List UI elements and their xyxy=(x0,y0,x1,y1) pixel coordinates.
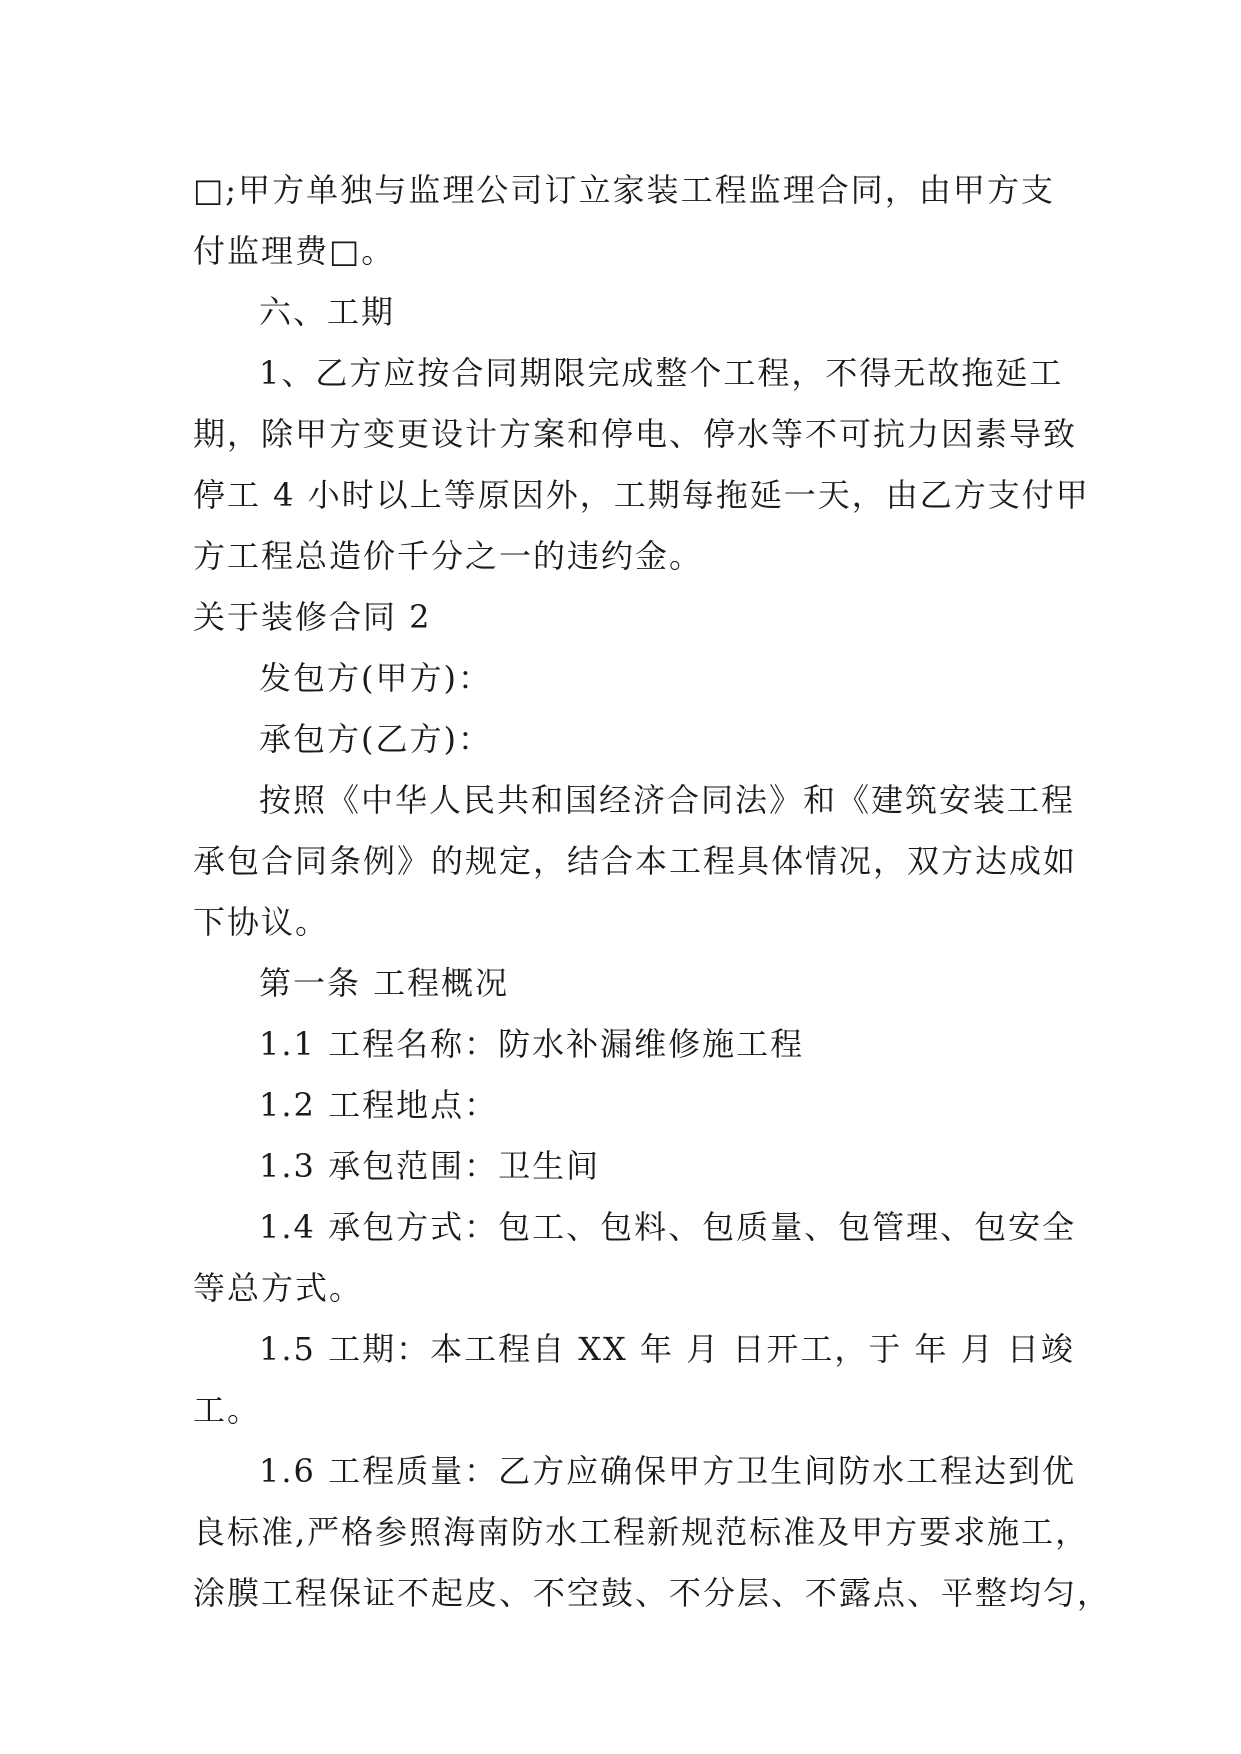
text-line: 承包方(乙方)： xyxy=(259,720,492,758)
text-line: 等总方式。 xyxy=(193,1269,364,1307)
text-line: 六、工期 xyxy=(259,293,396,331)
text-line: 发包方(甲方)： xyxy=(259,659,492,697)
text-line: 涂膜工程保证不起皮、不空鼓、不分层、不露点、平整均匀， xyxy=(193,1574,1112,1612)
text-line: 承包合同条例》的规定，结合本工程具体情况，双方达成如 xyxy=(193,842,1078,880)
text-line: 1.5 工期：本工程自 XX 年 月 日开工，于 年 月 日竣 xyxy=(259,1330,1075,1368)
text-line: 1.1 工程名称：防水补漏维修施工程 xyxy=(259,1025,805,1063)
text-line: □;甲方单独与监理公司订立家装工程监理合同，由甲方支 xyxy=(193,171,1055,209)
text-line: 关于装修合同 2 xyxy=(193,598,432,636)
document-page xyxy=(193,160,1112,1624)
text-line: 1.2 工程地点： xyxy=(259,1086,499,1124)
text-line: 1.3 承包范围：卫生间 xyxy=(259,1147,601,1185)
text-line: 良标准,严格参照海南防水工程新规范标准及甲方要求施工， xyxy=(193,1513,1090,1551)
text-line: 按照《中华人民共和国经济合同法》和《建筑安装工程 xyxy=(259,781,1076,819)
text-line: 工。 xyxy=(193,1391,262,1429)
text-line: 方工程总造价千分之一的违约金。 xyxy=(193,537,704,575)
text-line: 1.6 工程质量：乙方应确保甲方卫生间防水工程达到优 xyxy=(259,1452,1077,1490)
text-line: 期，除甲方变更设计方案和停电、停水等不可抗力因素导致 xyxy=(193,415,1078,453)
text-line: 下协议。 xyxy=(193,903,330,941)
text-line: 停工 4 小时以上等原因外，工期每拖延一天，由乙方支付甲 xyxy=(193,476,1090,514)
text-line: 1.4 承包方式：包工、包料、包质量、包管理、包安全 xyxy=(259,1208,1077,1246)
text-line: 1、乙方应按合同期限完成整个工程，不得无故拖延工 xyxy=(259,354,1064,392)
text-line: 付监理费□。 xyxy=(193,232,396,270)
text-line: 第一条 工程概况 xyxy=(259,964,510,1002)
